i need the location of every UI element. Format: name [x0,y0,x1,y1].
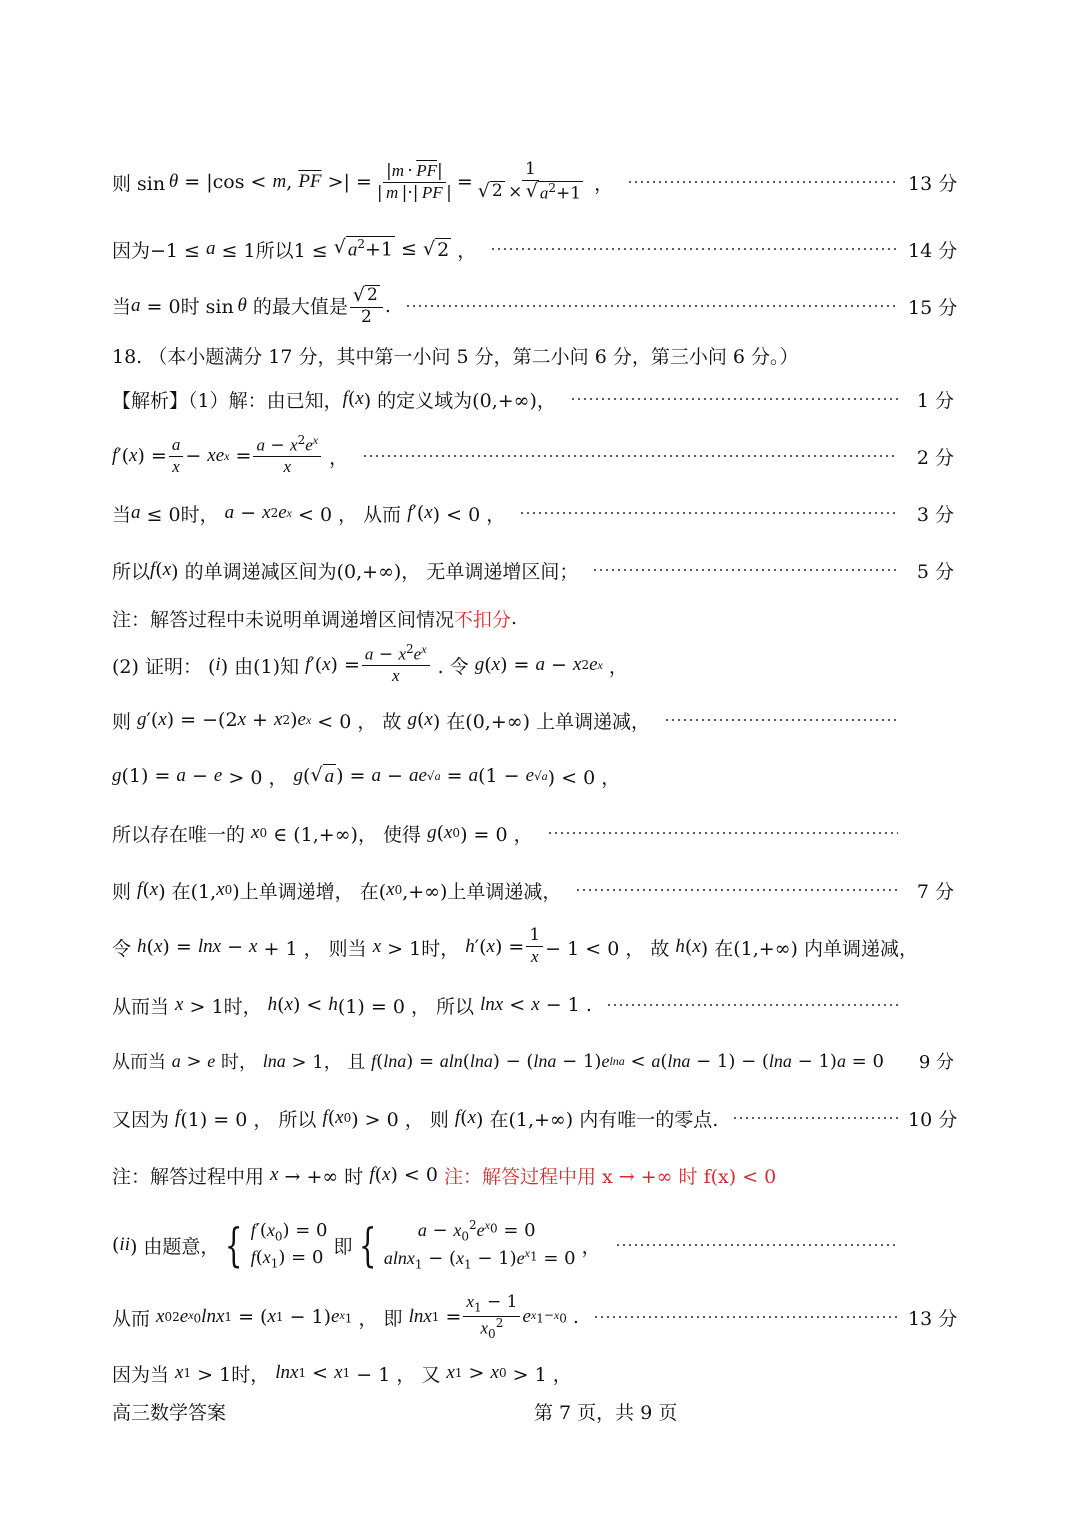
line-part2-intro [112,640,954,690]
line-system [112,1210,954,1280]
line-g-values [112,758,954,794]
expr-g-prime: 则 g ′( x ) = −(2 x + x 2 ) e x < 0 ， 故 g ( x ) 在(0,+∞) 上单调递减， [112,709,651,733]
score-14: 14 分 [908,239,958,262]
expr-unique-x0: 所以存在唯一的 x 0 ∈ (1,+∞)， 使得 g ( x 0 ) = 0 ， [112,822,533,846]
leader-dots [593,1316,898,1318]
score-14b: 13 分 [908,1307,958,1330]
line-f-lna [112,1046,954,1076]
expr-system: ( ii ) 由题意， { $f'(x_0) = 0$ $f(x_1) = 0$ 即 { $a - x_0^2e^{x_0} = 0$ $alnx_1 - (x_1 - 1)e^{x_1} = 0$ ， [112,1217,601,1272]
expr-h: 令 h ( x ) = lnx − x + 1 ， 则当 x > 1时， h ′( x ) = $\frac{1}{x}$ − 1 < 0 ， 故 h ( x ) 在(1,+∞) 内单调递减， [112,925,918,966]
expr-lnx1: 从而 x 0 2 e $x_0$ lnx 1 = ( x 1 − 1) e $x_1$ ， 即 lnx 1 = $\frac{x_1 - 1}{x_0^2}$ e $x_1-x_0$ . [112,1292,579,1341]
leader-dots [664,719,898,721]
leader-dots [575,889,898,891]
note-1-penalty: 不扣分 [454,608,512,631]
leader-dots [606,1004,898,1006]
expr-a-le-0: 当 a ≤ 0时， a − x 2 e x < 0 ， 从而 f ′( x ) < 0 ， [112,502,506,526]
leader-dots [490,248,898,250]
system-2: { $a - x_0^2e^{x_0} = 0$ $alnx_1 - (x_1 - 1)e^{x_1} = 0$ [358,1217,576,1272]
score-10: 9 分 [918,1052,954,1073]
leader-dots [362,455,898,457]
expr-g-values: g (1) = a − e > 0 ， g ( √ a ) = a − ae √a = a (1 − e √a ) < 0 ， [112,764,621,789]
leader-dots [592,569,898,571]
score-2: 2 分 [916,446,954,469]
problem-18-heading [112,340,954,370]
expr-derivative: f ′( x ) = $\frac{a}{x}$ − xe x = $\frac{a - x^2e^x}{x}$ ， [112,433,349,477]
line-g-prime [112,705,954,735]
line-unique-zero [112,1103,958,1133]
note-1-text: 注：解答过程中未说明单调递增区间情况 不扣分 . [112,605,517,632]
line-domain [112,384,954,414]
score-3: 3 分 [916,503,954,526]
leader-dots [615,1244,898,1246]
line-final [112,1358,954,1388]
note-2-penalty: 注：解答过程中用 x → +∞ 时 f(x) < 0 [444,1165,777,1188]
line-derivative [112,432,954,480]
expr-lnx: 从而当 x > 1时， h ( x ) < h (1) = 0 ， 所以 lnx < x − 1 . [112,994,592,1018]
line-lnx1 [112,1290,958,1344]
footer-page-number: 第 7 页，共 9 页 [534,1402,678,1424]
expr-final: 因为当 x 1 > 1时， lnx 1 < x 1 − 1 ， 又 x 1 > x 0 > 1 ， [112,1362,572,1386]
line-14 [112,232,958,266]
expr-range: 因为−1 ≤ a ≤ 1所以1 ≤ √ $a^2+1$ ≤ √ 2 ， [112,236,477,262]
expr-monotonic: 则 f ( x ) 在(1, x 0 )上单调递增， 在( x 0 ,+∞)上单调递减， [112,879,562,903]
line-13 [112,152,958,212]
score-13: 13 分 [908,172,958,195]
score-5: 5 分 [916,560,954,583]
line-decreasing [112,555,954,585]
leader-dots [547,832,898,834]
score-11: 10 分 [908,1108,958,1131]
score-8: 7 分 [916,880,954,903]
leader-dots [519,512,898,514]
expr-domain: 【解析】（1）解：由已知， f ( x ) 的定义域为(0,+∞)， [112,388,556,412]
line-monotonic [112,875,954,905]
expr-decreasing: 所以 f ( x ) 的单调递减区间为(0,+∞)， 无单调递增区间； [112,559,579,583]
leader-dots [627,181,898,183]
heading-text: 18. （本小题满分 17 分，其中第一小问 5 分，第二小问 6 分，第三小问 6 分。） [112,345,799,368]
line-a-le-0 [112,498,954,528]
score-15: 15 分 [908,296,958,319]
system-1: { $f'(x_0) = 0$ $f(x_1) = 0$ [225,1218,328,1272]
expr-part2-intro: (2) 证明： ( i ) 由(1)知 f ′( x ) = $\frac{a - x^2e^x}{x}$ . 令 g ( x ) = a − x 2 e x ， [112,642,628,686]
leader-dots [732,1117,898,1119]
line-15 [112,282,958,330]
line-unique-x0 [112,818,954,848]
leader-dots [405,305,898,307]
note-2-text: 注：解答过程中用 x → +∞ 时 f ( x ) < 0 注：解答过程中用 x → +∞ 时 f(x) < 0 [112,1162,776,1189]
score-1: 1 分 [916,389,954,412]
expr-max: 当 a = 0时 sin θ 的最大值是 √ 2 2 . [112,283,391,327]
expr-unique-zero: 又因为 f (1) = 0 ， 所以 f ( x 0 ) > 0 ， 则 f ( x ) 在(1,+∞) 内有唯一的零点. [112,1107,719,1131]
line-h [112,922,954,972]
note-1 [112,603,954,633]
line-lnx [112,990,954,1020]
footer-doc-title: 高三数学答案 [112,1402,227,1424]
expr-sin-theta: 则 sin θ = |cos < m , $\overline{PF}$ >| = $\frac{|m \cdot \overline{PF}|}{| m |\cdot| \overline{PF} |}$ = 1 √ 2 × √ $a^2+1$ ， [112,159,614,204]
note-2 [112,1160,954,1190]
note-1-body: 注：解答过程中未说明单调递增区间情况 [112,608,455,631]
expr-f-lna: 从而当 a > e 时， lna > 1， 且 f ( lna ) = aln ( lna ) − ( lna − 1) e lna < a ( lna − 1) − ( lna − 1) a = 0 [112,1050,884,1073]
leader-dots [570,398,898,400]
